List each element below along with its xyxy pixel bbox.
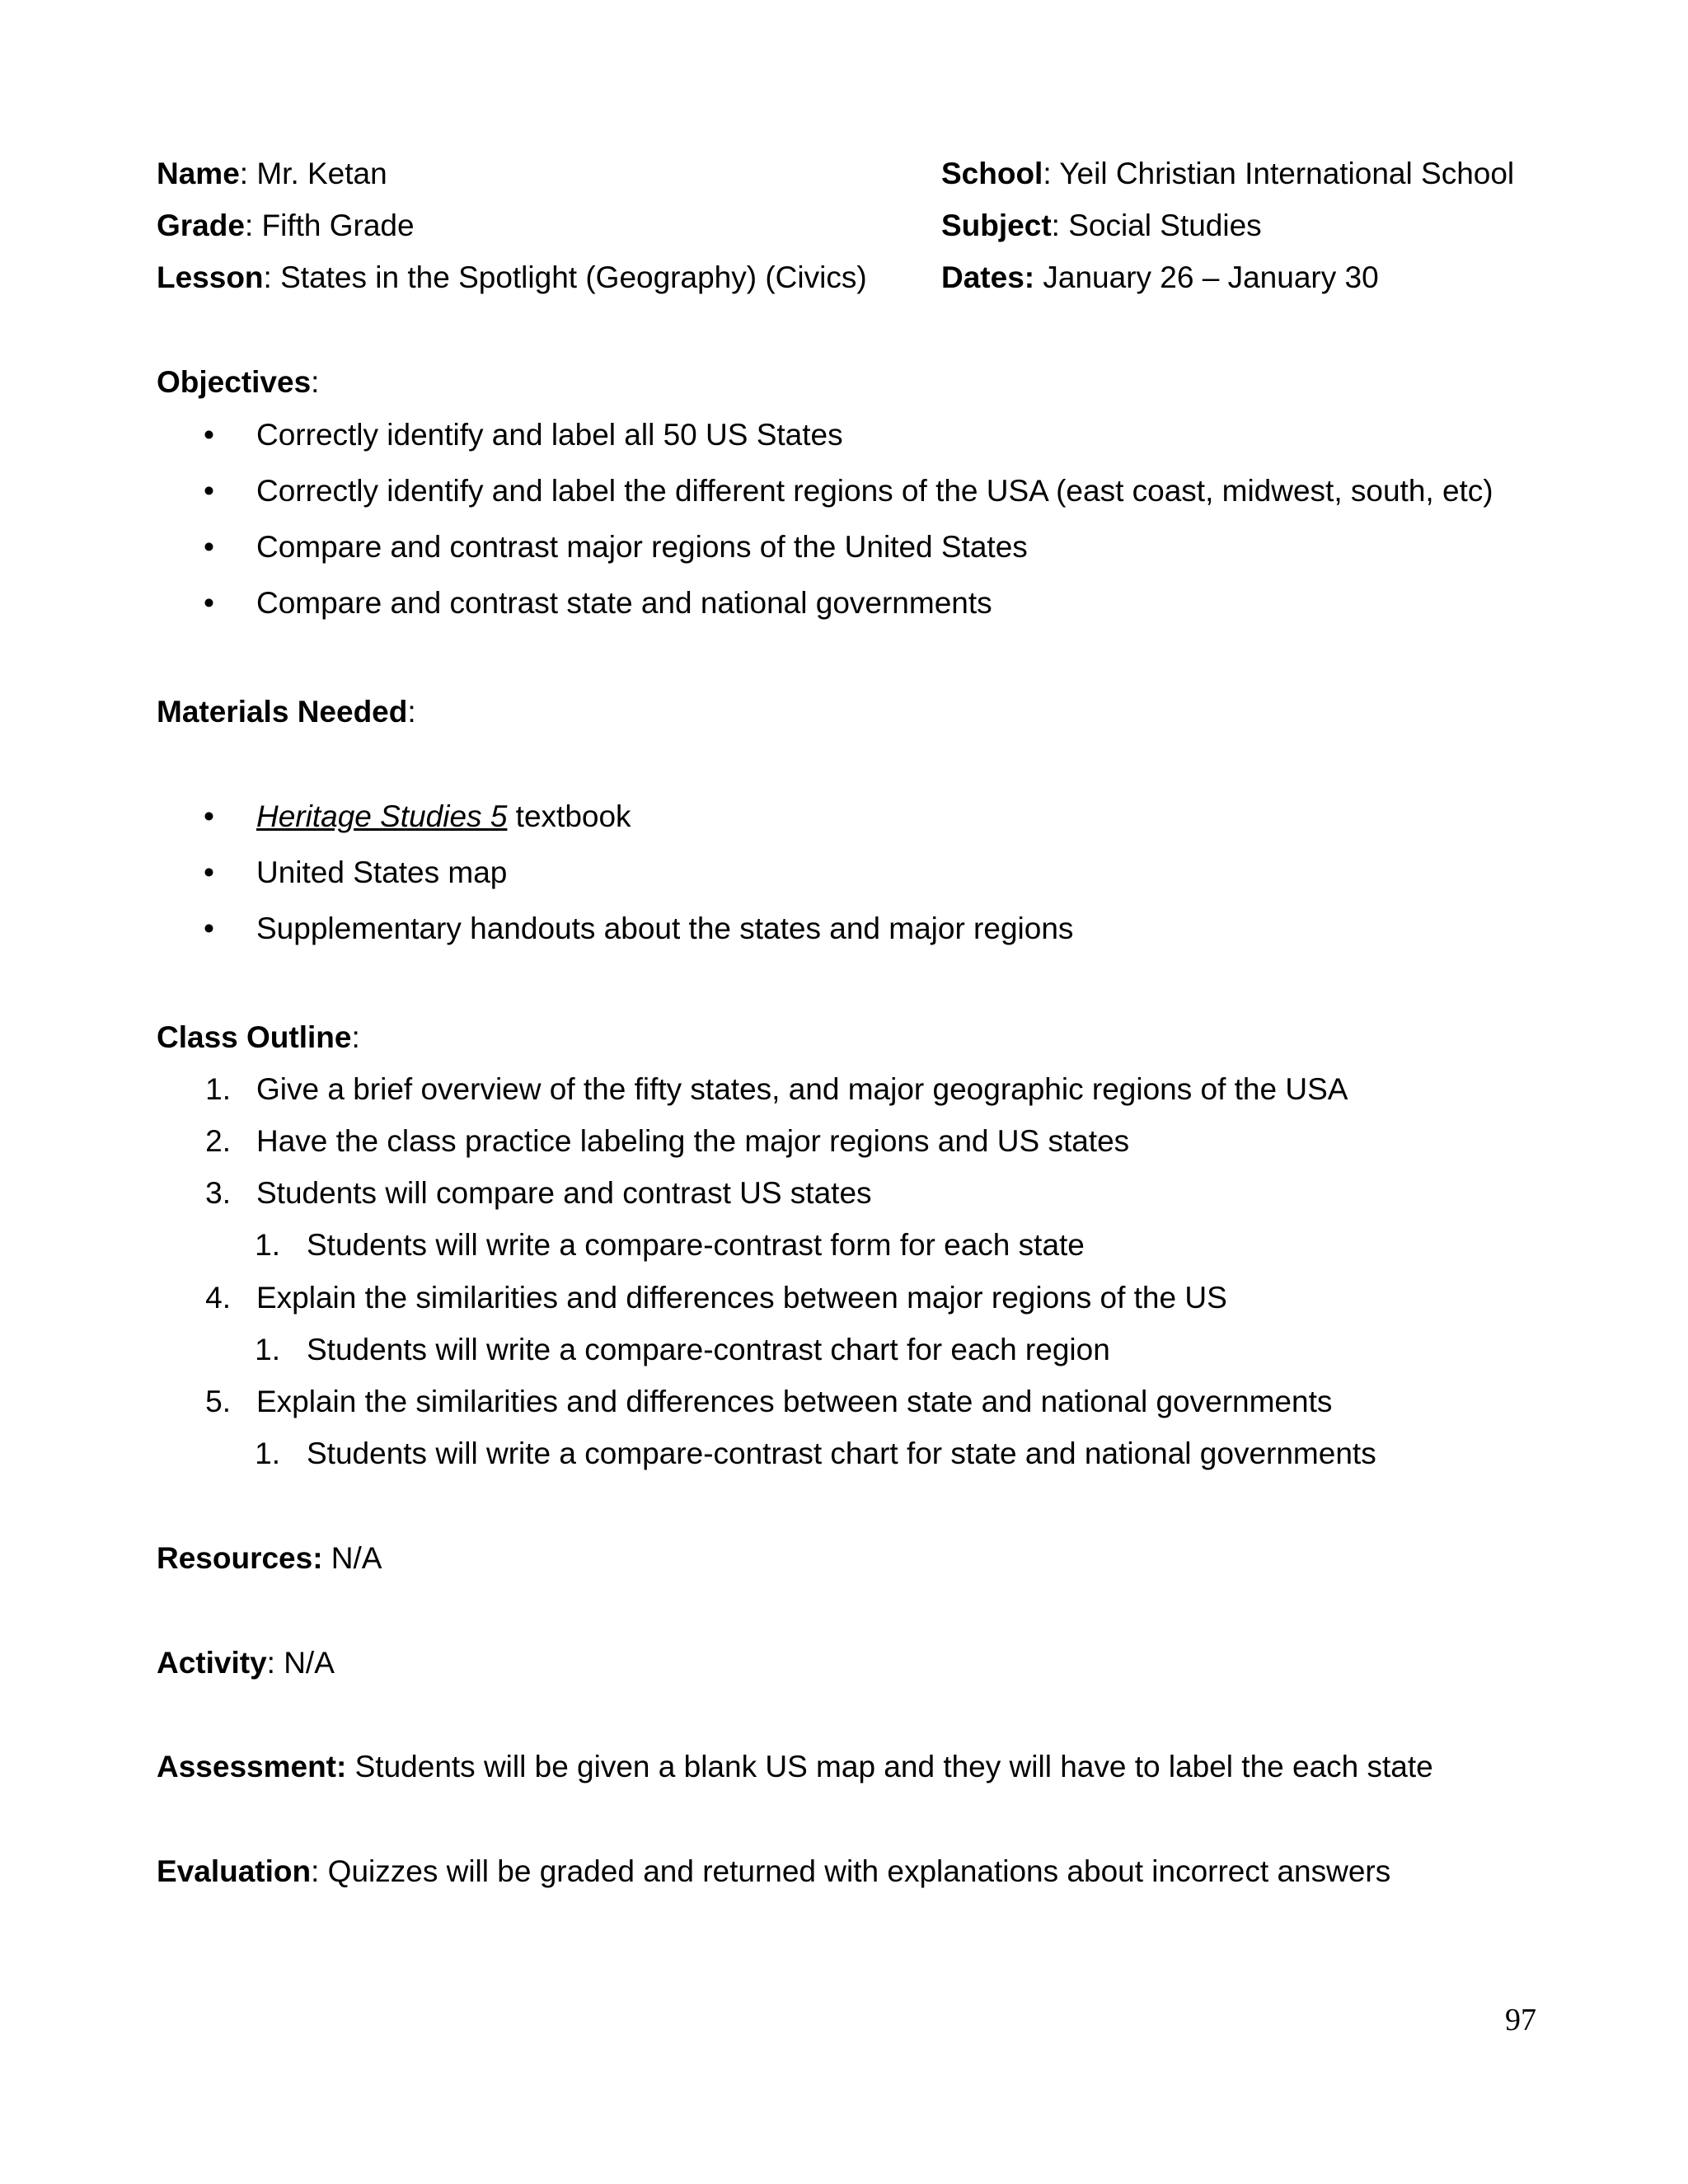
bullet-icon: •	[204, 418, 214, 452]
name-label: Name	[157, 157, 240, 190]
evaluation-value: : Quizzes will be graded and returned with explanations about incorrect answers	[311, 1854, 1391, 1888]
school-label: School	[941, 157, 1043, 190]
materials-label: Materials Needed	[157, 695, 408, 729]
outline-substep: Students will write a compare-contrast chart for state and national governments	[307, 1436, 1376, 1470]
subject-field	[941, 210, 1262, 241]
grade-label: Grade	[157, 209, 245, 242]
outline-step-number: 3.	[205, 1176, 231, 1210]
dates-label: Dates:	[941, 260, 1035, 294]
objective-item: Correctly identify and label all 50 US States	[256, 418, 843, 452]
evaluation-field	[157, 1856, 1390, 1886]
lesson-field	[157, 262, 867, 293]
bullet-icon: •	[204, 474, 214, 508]
outline-step: Explain the similarities and differences between major regions of the US	[256, 1281, 1227, 1315]
bullet-icon: •	[204, 912, 214, 945]
outline-substep: Students will write a compare-contrast chart for each region	[307, 1333, 1110, 1366]
material-item: Supplementary handouts about the states and major regions	[256, 912, 1074, 945]
outline-substep-number: 1.	[255, 1436, 280, 1470]
objectives-colon: :	[311, 365, 320, 399]
assessment-label: Assessment:	[157, 1750, 347, 1783]
outline-step-number: 1.	[205, 1072, 231, 1106]
dates-field	[941, 262, 1379, 293]
resources-value: N/A	[322, 1541, 382, 1575]
school-value: : Yeil Christian International School	[1043, 157, 1515, 190]
objective-item: Compare and contrast state and national governments	[256, 586, 992, 620]
activity-field	[157, 1647, 335, 1678]
textbook-title: Heritage Studies 5	[256, 799, 508, 833]
outline-heading	[157, 1022, 360, 1052]
outline-substep: Students will write a compare-contrast form for each state	[307, 1228, 1085, 1262]
lesson-value: : States in the Spotlight (Geography) (Civics)	[263, 260, 867, 294]
lesson-label: Lesson	[157, 260, 264, 294]
outline-step: Students will compare and contrast US states	[256, 1176, 872, 1210]
materials-colon: :	[407, 695, 416, 729]
school-field	[941, 158, 1514, 189]
objective-item: Compare and contrast major regions of the United States	[256, 530, 1028, 564]
assessment-value: Students will be given a blank US map and they will have to label the each state	[346, 1750, 1433, 1783]
page-number: 97	[1505, 2003, 1536, 2037]
materials-heading	[157, 696, 416, 727]
objectives-label: Objectives	[157, 365, 312, 399]
grade-field	[157, 210, 415, 241]
outline-colon: :	[351, 1020, 360, 1054]
subject-label: Subject	[941, 209, 1052, 242]
assessment-field	[157, 1751, 1433, 1782]
outline-substep-number: 1.	[255, 1228, 280, 1262]
activity-label: Activity	[157, 1646, 267, 1680]
objective-item: Correctly identify and label the different regions of the USA (east coast, midwest, south, etc)	[256, 474, 1493, 508]
outline-step-number: 4.	[205, 1281, 231, 1315]
resources-field	[157, 1543, 382, 1573]
outline-step-number: 2.	[205, 1124, 231, 1158]
outline-label: Class Outline	[157, 1020, 352, 1054]
bullet-icon: •	[204, 799, 214, 833]
outline-substep-number: 1.	[255, 1333, 280, 1366]
bullet-icon: •	[204, 530, 214, 564]
outline-step: Explain the similarities and differences between state and national governments	[256, 1385, 1333, 1418]
name-field	[157, 158, 387, 189]
material-item: United States map	[256, 855, 508, 889]
resources-label: Resources:	[157, 1541, 323, 1575]
activity-value: : N/A	[266, 1646, 335, 1680]
bullet-icon: •	[204, 586, 214, 620]
objectives-heading	[157, 367, 319, 397]
material-item	[256, 801, 631, 832]
outline-step: Have the class practice labeling the major regions and US states	[256, 1124, 1130, 1158]
evaluation-label: Evaluation	[157, 1854, 312, 1888]
grade-value: : Fifth Grade	[244, 209, 415, 242]
outline-step: Give a brief overview of the fifty states, and major geographic regions of the USA	[256, 1072, 1348, 1106]
textbook-suffix: textbook	[507, 799, 631, 833]
bullet-icon: •	[204, 855, 214, 889]
subject-value: : Social Studies	[1051, 209, 1262, 242]
dates-value: January 26 – January 30	[1034, 260, 1379, 294]
outline-step-number: 5.	[205, 1385, 231, 1418]
name-value: : Mr. Ketan	[239, 157, 387, 190]
